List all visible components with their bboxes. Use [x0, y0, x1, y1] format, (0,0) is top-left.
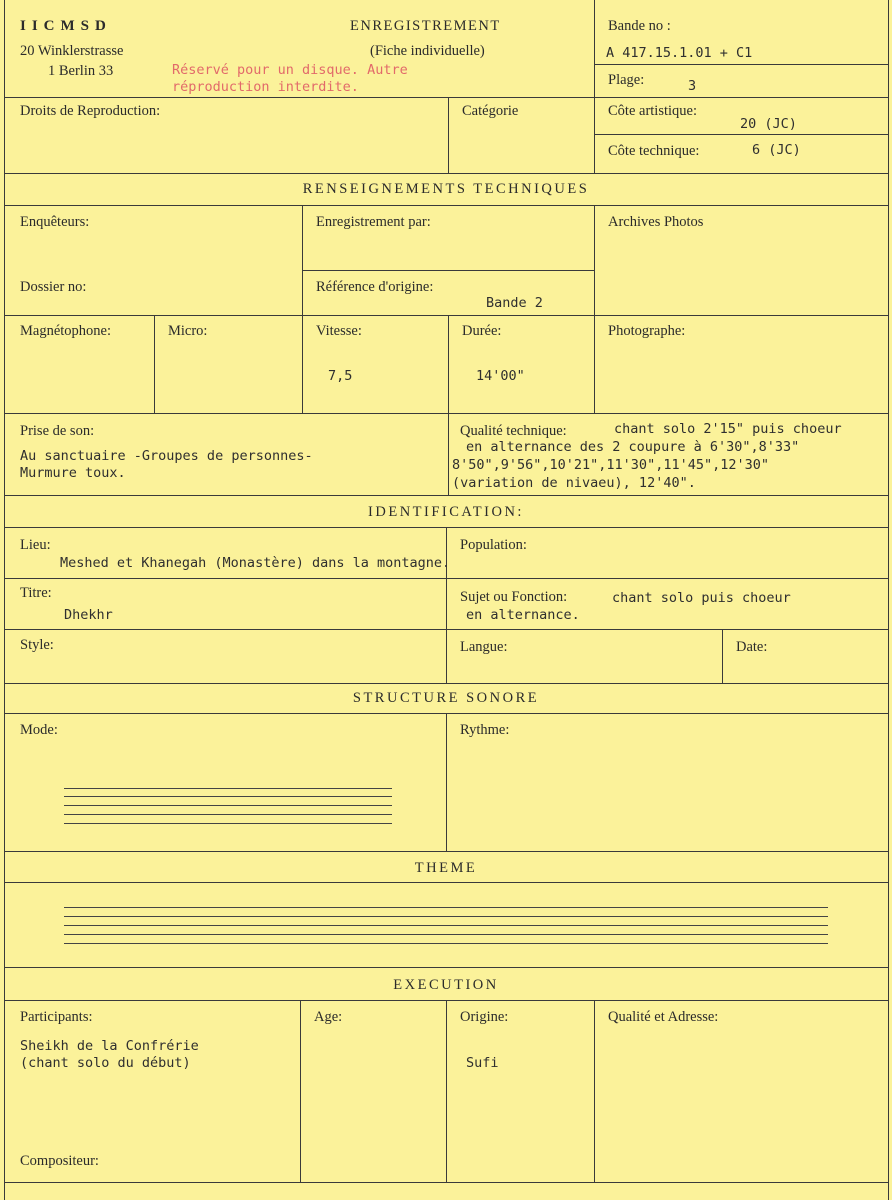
compositeur-label: Compositeur: — [20, 1153, 99, 1169]
mode-staff-line — [64, 788, 392, 789]
section-renseignements-techniques: RENSEIGNEMENTS TECHNIQUES — [302, 181, 590, 197]
cote-artistique-value: 20 (JC) — [740, 116, 797, 132]
divider — [594, 1000, 595, 1182]
prise-de-son-line-2: Murmure toux. — [20, 465, 126, 481]
qualite-technique-label: Qualité technique: — [460, 423, 567, 439]
cote-artistique-label: Côte artistique: — [608, 103, 697, 119]
theme-staff-line — [64, 943, 828, 944]
line — [4, 97, 888, 98]
stamp-line-2: réproduction interdite. — [172, 79, 359, 95]
reference-label: Référence d'origine: — [316, 279, 434, 295]
line — [4, 882, 888, 883]
participants-line-1: Sheikh de la Confrérie — [20, 1038, 199, 1054]
participants-line-2: (chant solo du début) — [20, 1055, 191, 1071]
dossier-label: Dossier no: — [20, 279, 87, 295]
lieu-value: Meshed et Khanegah (Monastère) dans la montagne. — [60, 555, 451, 571]
duree-label: Durée: — [462, 323, 502, 339]
style-label: Style: — [20, 637, 54, 653]
line — [4, 413, 888, 414]
divider — [594, 97, 595, 173]
prise-de-son-line-1: Au sanctuaire -Groupes de personnes- — [20, 448, 313, 464]
divider — [446, 527, 447, 683]
right-border — [888, 0, 889, 1200]
theme-staff-line — [64, 925, 828, 926]
population-label: Population: — [460, 537, 527, 553]
line — [4, 578, 888, 579]
divider — [594, 205, 595, 413]
theme-staff-line — [64, 934, 828, 935]
vitesse-value: 7,5 — [328, 368, 353, 384]
mode-label: Mode: — [20, 722, 58, 738]
langue-label: Langue: — [460, 639, 508, 655]
divider — [154, 315, 155, 413]
bande-label: Bande no : — [608, 18, 671, 34]
titre-label: Titre: — [20, 585, 52, 601]
sujet-line-1: chant solo puis choeur — [612, 590, 791, 606]
mode-staff-line — [64, 805, 392, 806]
droits-label: Droits de Reproduction: — [20, 103, 161, 119]
section-theme: THEME — [414, 860, 478, 876]
plage-value: 3 — [688, 78, 697, 94]
qualite-technique-line-1: chant solo 2'15" puis choeur — [614, 421, 842, 437]
categorie-label: Catégorie — [462, 103, 519, 119]
divider — [300, 1000, 301, 1182]
plage-label: Plage: — [608, 72, 645, 88]
participants-label: Participants: — [20, 1009, 93, 1025]
mode-staff-line — [64, 814, 392, 815]
line — [4, 683, 888, 684]
line — [4, 315, 888, 316]
reference-value: Bande 2 — [486, 295, 543, 311]
form-subtitle: (Fiche individuelle) — [370, 43, 485, 59]
enqueteurs-label: Enquêteurs: — [20, 214, 90, 230]
divider — [446, 1000, 447, 1182]
theme-staff-line — [64, 916, 828, 917]
mode-staff-line — [64, 796, 392, 797]
vitesse-label: Vitesse: — [316, 323, 362, 339]
line — [4, 851, 888, 852]
qualite-technique-line-2: en alternance des 2 coupure à 6'30",8'33" — [466, 439, 800, 455]
line — [594, 134, 888, 135]
line — [4, 495, 888, 496]
archives-photos-label: Archives Photos — [608, 214, 704, 230]
cote-technique-value: 6 (JC) — [752, 142, 801, 158]
mode-staff-line — [64, 823, 392, 824]
form-title: ENREGISTREMENT — [350, 18, 501, 34]
divider — [448, 413, 449, 495]
sujet-label: Sujet ou Fonction: — [460, 589, 568, 605]
header-plage-line — [594, 64, 888, 65]
section-execution: EXECUTION — [393, 977, 499, 993]
header-divider — [594, 0, 595, 97]
line — [302, 270, 594, 271]
enregistrement-par-label: Enregistrement par: — [316, 214, 431, 230]
qualite-adresse-label: Qualité et Adresse: — [608, 1009, 719, 1025]
line — [4, 629, 888, 630]
divider — [448, 315, 449, 413]
bande-value: A 417.15.1.01 + C1 — [606, 45, 753, 61]
institute-logo: IICMSD — [20, 18, 112, 34]
origine-label: Origine: — [460, 1009, 509, 1025]
divider — [722, 629, 723, 683]
date-label: Date: — [736, 639, 768, 655]
left-border — [4, 0, 5, 1200]
section-identification: IDENTIFICATION: — [368, 504, 524, 520]
cote-technique-label: Côte technique: — [608, 143, 700, 159]
section-structure-sonore: STRUCTURE SONORE — [352, 690, 540, 706]
sujet-line-2: en alternance. — [466, 607, 580, 623]
theme-staff-line — [64, 907, 828, 908]
divider — [446, 713, 447, 851]
photographe-label: Photographe: — [608, 323, 686, 339]
line — [4, 967, 888, 968]
origine-value: Sufi — [466, 1055, 499, 1071]
qualite-technique-line-3: 8'50",9'56",10'21",11'30",11'45",12'30" — [452, 457, 769, 473]
line — [4, 205, 888, 206]
lieu-label: Lieu: — [20, 537, 51, 553]
address-line-1: 20 Winklerstrasse — [20, 43, 124, 59]
titre-value: Dhekhr — [64, 607, 113, 623]
micro-label: Micro: — [168, 323, 208, 339]
duree-value: 14'00" — [476, 368, 525, 384]
stamp-line-1: Réservé pour un disque. Autre — [172, 62, 408, 78]
prise-de-son-label: Prise de son: — [20, 423, 95, 439]
address-line-2: 1 Berlin 33 — [48, 63, 114, 79]
age-label: Age: — [314, 1009, 343, 1025]
divider — [448, 97, 449, 173]
rythme-label: Rythme: — [460, 722, 510, 738]
magnetophone-label: Magnétophone: — [20, 323, 112, 339]
divider — [302, 205, 303, 413]
line — [4, 173, 888, 174]
line — [4, 1182, 888, 1183]
qualite-technique-line-4: (variation de nivaeu), 12'40". — [452, 475, 696, 491]
